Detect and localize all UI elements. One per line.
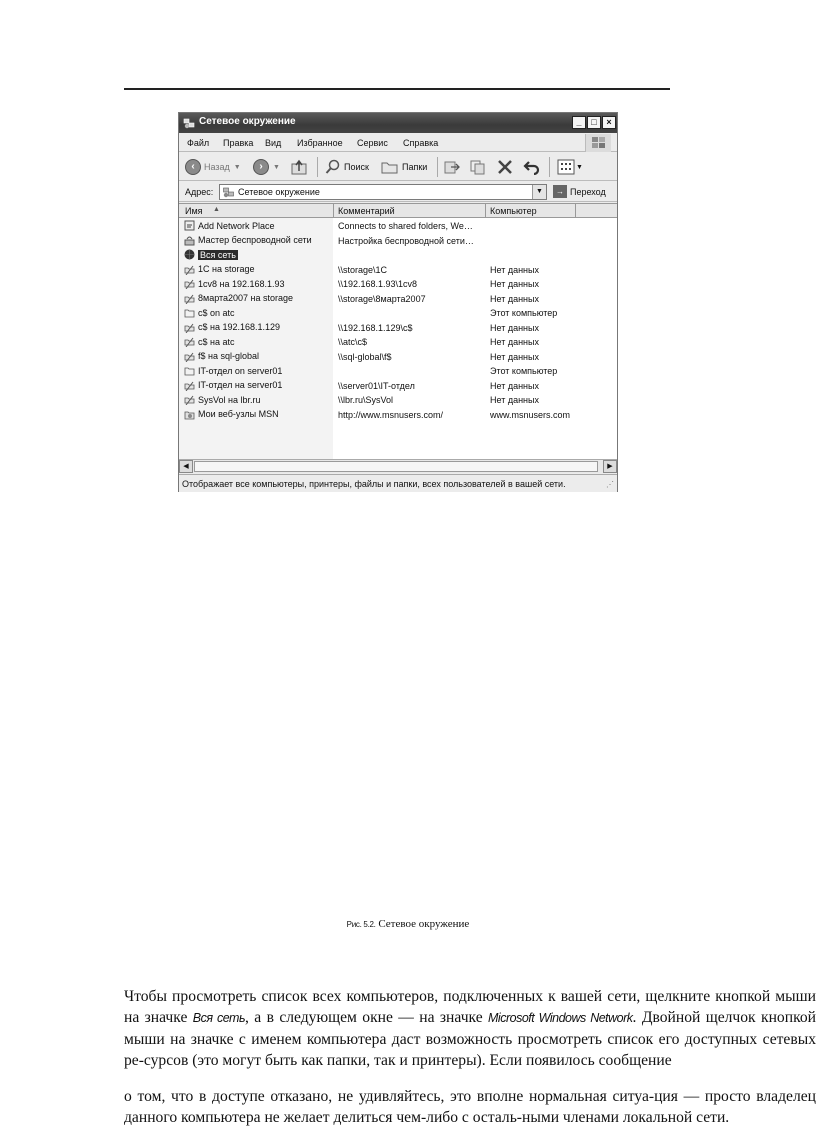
list-item[interactable] [179,364,617,378]
globe-icon [184,249,195,260]
column-header [179,204,617,218]
maximize-button[interactable]: □ [587,116,601,129]
address-input[interactable] [219,184,547,200]
wireless-icon [184,235,195,246]
move-to-button[interactable] [443,159,461,175]
item-name-cell[interactable] [184,409,279,420]
list-item[interactable] [179,393,617,407]
item-name: Мастер беспроводной сети [198,235,312,245]
item-comment: \\storage\8марта2007 [338,293,426,304]
item-name-cell[interactable] [184,351,259,362]
list-item[interactable] [179,306,617,320]
list-item[interactable] [179,350,617,364]
column-comment[interactable]: Комментарий [338,206,395,216]
network-places-icon [183,117,195,129]
item-name-cell[interactable] [184,307,235,318]
item-computer: Нет данных [490,380,539,391]
menu-favorites[interactable]: Избранное [297,138,343,148]
resize-grip-icon[interactable]: ⋰ [606,480,614,489]
item-name: c$ на atc [198,336,235,347]
undo-icon [523,159,541,175]
paragraph-text: , а в следующем окне — на значке [245,1009,489,1026]
network-places-icon [223,187,235,198]
column-divider[interactable] [575,204,576,218]
item-computer: Нет данных [490,337,539,347]
item-comment: \\server01\IT-отдел [338,380,415,391]
forward-arrow-icon: › [253,159,269,175]
network-folder-icon [184,351,195,362]
folder-icon [184,307,195,318]
delete-button[interactable] [497,159,513,175]
toolbar-separator [317,157,318,177]
network-folder-icon [184,336,195,347]
forward-button[interactable] [253,159,280,175]
item-computer: Нет данных [490,293,539,304]
toolbar-separator [437,157,438,177]
item-name: 8марта2007 на storage [198,293,294,303]
item-computer: Нет данных [490,279,539,289]
folder-icon [184,365,195,376]
item-comment: \\192.168.1.93\1cv8 [338,279,418,289]
item-name: f$ на sql-global [198,351,260,361]
windows-logo-icon [585,134,611,152]
go-button[interactable] [553,185,606,198]
network-window [178,112,618,492]
wizard-icon [184,220,195,231]
views-dropdown-icon: ▼ [576,163,583,171]
list-item[interactable] [179,379,617,393]
forward-dropdown-icon: ▼ [273,163,280,171]
go-arrow-icon: → [553,185,567,198]
horizontal-scrollbar[interactable] [179,459,617,473]
item-comment: \\atc\c$ [338,337,368,347]
item-computer: www.msnusers.com [490,409,571,420]
menu-edit[interactable]: Правка [223,138,254,148]
list-item[interactable] [179,277,617,291]
item-comment: Connects to shared folders, We… [338,221,473,231]
minimize-button[interactable]: _ [572,116,586,129]
web-folder-icon [184,409,195,420]
copy-to-icon [469,159,487,175]
item-name: Add Network Place [198,220,275,231]
list-item[interactable] [179,321,617,335]
item-name: c$ на 192.168.1.129 [198,322,281,332]
item-name: Вся сеть [200,249,236,260]
status-bar [179,474,617,492]
item-computer: Этот компьютер [490,308,558,318]
menu-bar [179,134,617,152]
menu-tools[interactable]: Сервис [357,138,388,148]
item-computer: Нет данных [490,322,539,333]
item-name: 1cv8 на 192.168.1.93 [198,278,285,289]
item-comment: http://www.msnusers.com/ [338,409,444,420]
sort-ascending-icon: ▲ [213,206,220,213]
scroll-right-icon[interactable]: ▶ [603,460,617,473]
item-name-cell[interactable] [184,365,282,376]
back-button[interactable] [185,159,241,175]
toolbar [179,153,617,181]
item-name-cell[interactable] [184,220,275,231]
up-folder-icon [291,159,309,175]
back-label: Назад [204,162,230,172]
search-button[interactable] [325,159,369,175]
top-rule [124,88,670,90]
paragraph-text: Чтобы просмотреть список всех компьютеров, подключенных к вашей сети, щелкните кнопкой мыши на значке [124,988,816,1026]
window-title: Сетевое окружение [199,116,296,127]
scroll-thumb[interactable] [194,461,598,472]
list-item[interactable] [179,234,617,248]
up-folder-button[interactable] [291,159,309,175]
body-paragraph [124,986,816,1071]
item-name: IT-отдел on server01 [198,365,283,376]
views-button[interactable] [557,159,583,175]
scroll-left-icon[interactable]: ◀ [179,460,193,473]
item-name: 1C на storage [198,264,255,274]
address-bar [179,182,617,202]
folders-label: Папки [402,162,428,172]
undo-button[interactable] [523,159,541,175]
item-name-cell[interactable] [184,380,282,391]
item-name: IT-отдел на server01 [198,380,283,390]
back-dropdown-icon: ▼ [233,163,241,171]
status-text: Отображает все компьютеры, принтеры, файлы и папки, всех пользователей в вашей сети. [182,479,566,489]
item-comment: \\sql-global\f$ [338,351,392,362]
list-item[interactable] [179,335,617,349]
network-folder-icon [184,394,195,405]
file-list [179,203,617,459]
network-folder-icon [184,293,195,304]
menu-view[interactable]: Вид [265,138,282,148]
item-comment: \\lbr.ru\SysVol [338,395,394,405]
menu-help[interactable]: Справка [403,138,439,148]
item-computer: Нет данных [490,264,539,275]
item-comment: \\storage\1C [338,264,388,275]
address-label: Адрес: [185,187,214,197]
item-comment: Настройка беспроводной сети… [338,235,474,246]
item-name-cell[interactable] [184,235,312,246]
back-arrow-icon: ‹ [185,159,201,175]
figure-number: Рис. 5.2. [346,920,376,929]
folders-button[interactable] [381,159,427,175]
address-dropdown-icon[interactable]: ▼ [532,185,546,199]
item-name-cell[interactable] [184,264,255,275]
move-to-icon [443,159,461,175]
search-icon [325,159,341,175]
views-icon [557,159,575,175]
copy-to-button[interactable] [469,159,487,175]
column-divider[interactable] [333,204,334,218]
term-entire-network: Вся сеть [192,1011,246,1025]
list-item[interactable] [179,219,617,233]
item-computer: Нет данных [490,351,539,362]
column-name[interactable]: Имя [185,206,203,216]
item-name-cell[interactable] [184,336,235,347]
item-name: c$ on atc [198,307,235,318]
paragraph-text: . Двойной щелчок кнопкой мыши на значке с именем компьютера даст возможность просмотреть список его доступных сетевых ре-сурсов (это могут быть как папки, так и принтеры). Если появилось сообщение [124,1009,816,1069]
item-name-cell[interactable] [184,293,293,304]
go-label: Переход [570,186,606,197]
term-microsoft-windows-network: Microsoft Windows Network [488,1011,633,1025]
delete-icon [497,159,513,175]
network-folder-icon [184,380,195,391]
item-name: SysVol на lbr.ru [198,394,261,405]
column-divider[interactable] [485,204,486,218]
list-item[interactable] [179,292,617,306]
network-folder-icon [184,264,195,275]
item-name-cell[interactable] [184,249,238,260]
list-item[interactable] [179,248,617,262]
item-name: Мои веб-узлы MSN [198,409,279,419]
list-item[interactable] [179,263,617,277]
item-computer: Нет данных [490,395,539,405]
network-folder-icon [184,322,195,333]
title-bar[interactable] [179,113,617,133]
folders-icon [381,159,399,175]
item-name-cell[interactable] [184,394,261,405]
menu-file[interactable]: Файл [187,138,210,148]
search-label: Поиск [344,162,369,172]
body-paragraph: о том, что в доступе отказано, не удивляйтесь, это вполне нормальная ситуа-ция — просто владелец данного компьютера не желает делиться чем-либо с осталь-ными членами локальной сети. [124,1088,816,1126]
toolbar-separator [549,157,550,177]
item-name-cell[interactable] [184,278,285,289]
address-value: Сетевое окружение [238,187,320,197]
item-name-cell[interactable] [184,322,280,333]
close-button[interactable]: × [602,116,616,129]
column-computer[interactable]: Компьютер [490,206,537,216]
figure-title: Сетевое окружение [378,918,470,930]
list-item[interactable] [179,408,617,422]
network-folder-icon [184,278,195,289]
figure-caption [0,918,816,930]
item-comment: \\192.168.1.129\c$ [338,322,413,333]
item-computer: Этот компьютер [490,366,558,376]
